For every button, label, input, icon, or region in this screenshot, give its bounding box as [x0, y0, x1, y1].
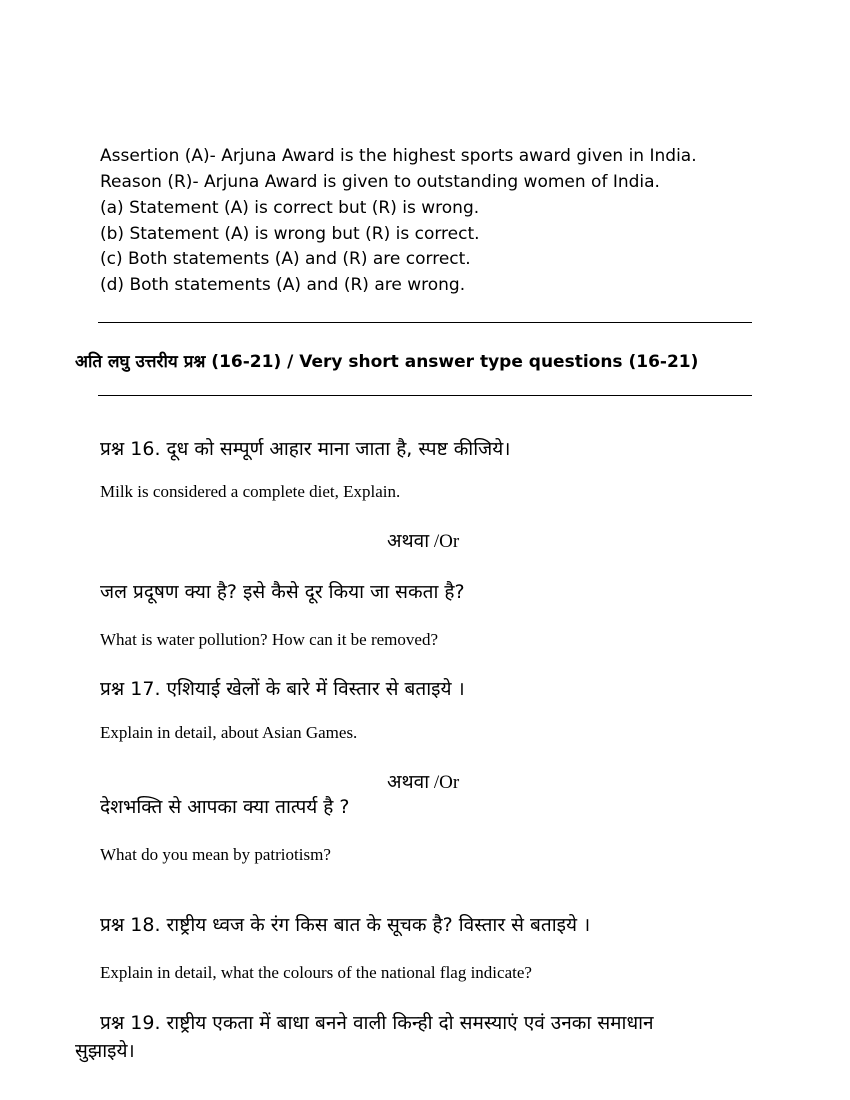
option-d: (d) Both statements (A) and (R) are wrong. [100, 275, 466, 295]
question-16-hindi: प्रश्न 16. दूध को सम्पूर्ण आहार माना जाता है, स्पष्ट कीजिये। [100, 438, 511, 460]
question-18-hindi: प्रश्न 18. राष्ट्रीय ध्वज के रंग किस बात के सूचक है? विस्तार से बताइये । [100, 914, 591, 936]
option-b: (b) Statement (A) is wrong but (R) is correct. [100, 224, 480, 244]
question-17-hindi: प्रश्न 17. एशियाई खेलों के बारे में विस्तार से बताइये । [100, 678, 465, 700]
divider-bottom [98, 395, 752, 396]
question-18-english: Explain in detail, what the colours of the national flag indicate? [100, 963, 532, 982]
assertion-text: Assertion (A)- Arjuna Award is the highest sports award given in India. [100, 146, 697, 166]
section-heading: अति लघु उत्तरीय प्रश्न (16-21) / Very short answer type questions (16-21) [75, 352, 699, 372]
reason-text: Reason (R)- Arjuna Award is given to outstanding women of India. [100, 172, 660, 192]
divider-top [98, 322, 752, 323]
question-16-alt-english: What is water pollution? How can it be removed? [100, 630, 438, 649]
or-label-17: अथवा /Or [387, 772, 460, 793]
or-label-16: अथवा /Or [387, 531, 460, 552]
question-16-alt-hindi: जल प्रदूषण क्या है? इसे कैसे दूर किया जा सकता है? [100, 581, 465, 603]
option-a: (a) Statement (A) is correct but (R) is wrong. [100, 198, 480, 218]
question-17-alt-hindi: देशभक्ति से आपका क्या तात्पर्य है ? [100, 796, 350, 818]
question-16-english: Milk is considered a complete diet, Explain. [100, 482, 401, 501]
option-c: (c) Both statements (A) and (R) are correct. [100, 249, 471, 269]
question-19-hindi-line1: प्रश्न 19. राष्ट्रीय एकता में बाधा बनने वाली किन्ही दो समस्याएं एवं उनका समाधान [100, 1012, 654, 1034]
question-19-hindi-line2: सुझाइये। [75, 1040, 135, 1062]
question-17-english: Explain in detail, about Asian Games. [100, 723, 358, 742]
question-17-alt-english: What do you mean by patriotism? [100, 845, 331, 864]
